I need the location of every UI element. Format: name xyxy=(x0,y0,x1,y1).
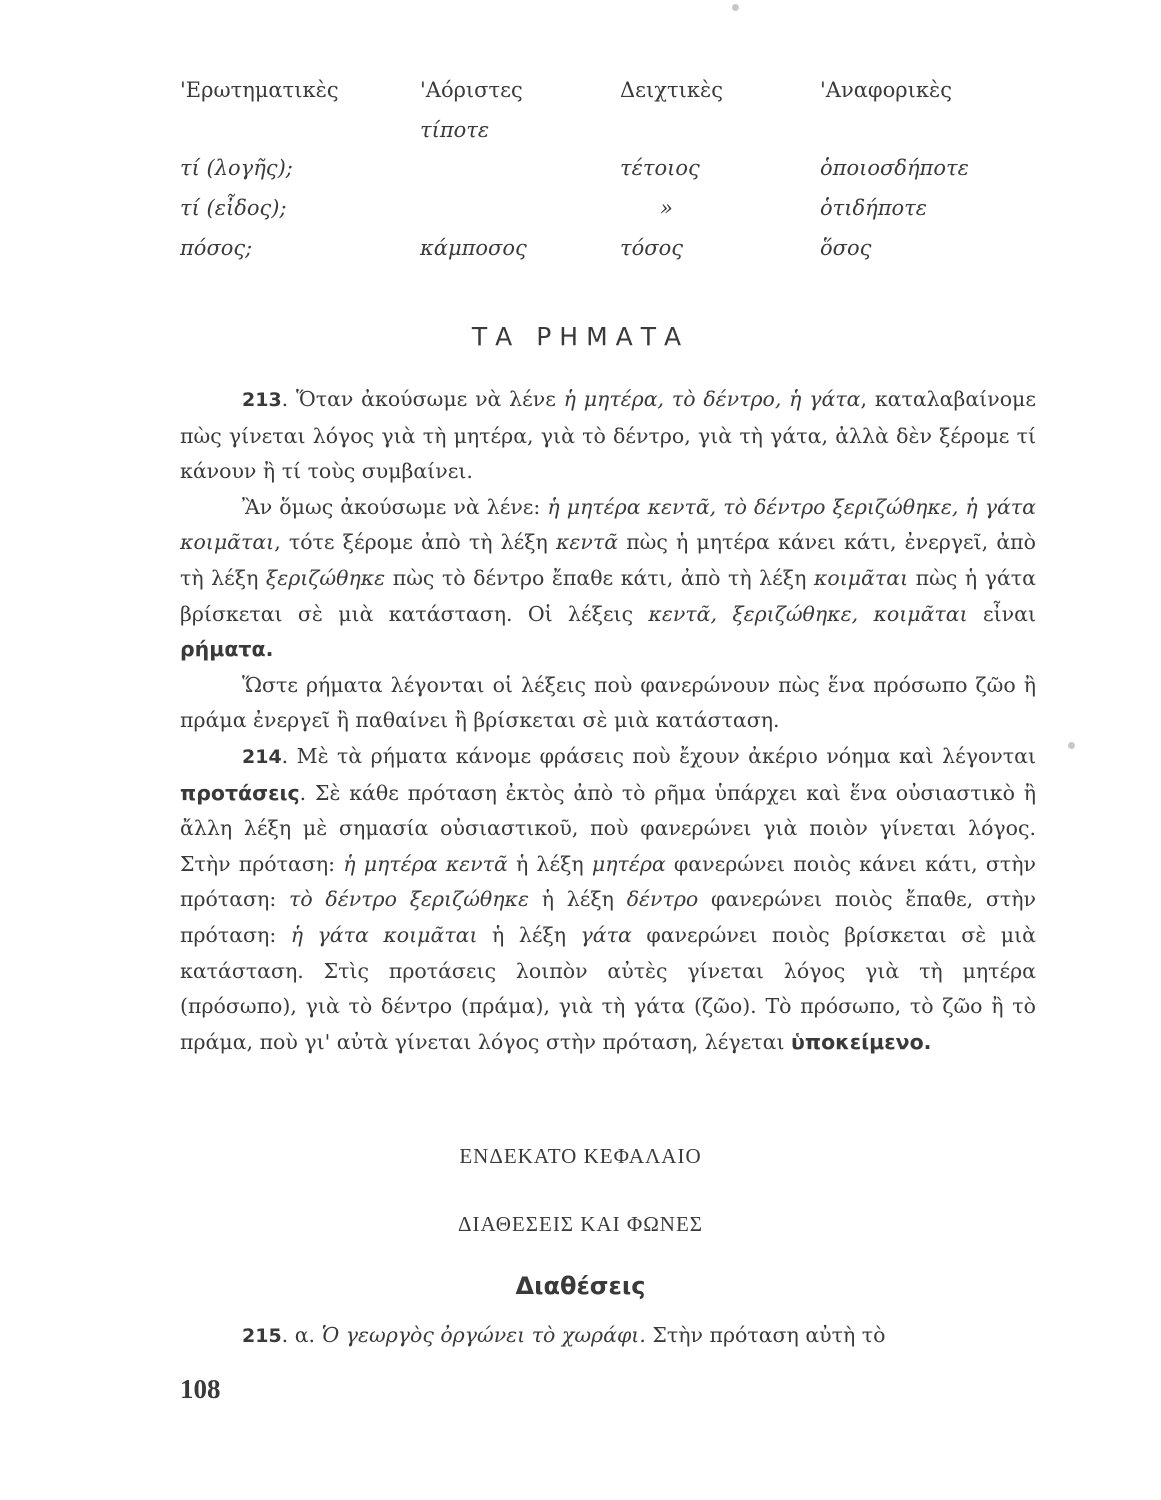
text-run: εἶναι xyxy=(967,601,1036,626)
pronoun-table xyxy=(180,78,980,276)
italic-run: ἡ γάτα κοιμᾶται xyxy=(290,922,478,947)
text-run: , τότε ξέρομε ἀπὸ τὴ λέξη xyxy=(274,530,556,555)
table-cell: τόσος xyxy=(620,236,683,260)
header-interrogative: 'Ερωτηματικὲς xyxy=(180,78,339,102)
paragraph-215 xyxy=(180,1318,1036,1355)
subheader-cell: τίποτε xyxy=(420,118,490,142)
table-cell: ὁποιοσδήποτε xyxy=(820,156,969,180)
text-run: . Σὲ κάθε πρόταση ἐκτὸς ἀπὸ τὸ ρῆμα ὑπάρχει καὶ ἕνα οὐσιαστικὸ ἢ ἄλλη λέξη μὲ σημασία οὐσιαστικοῦ, ποὺ φανερώνει γιὰ ποιὸν γίνεται λόγος. Στὴν πρόταση: xyxy=(180,780,1036,876)
italic-run: ξεριζώθηκε xyxy=(265,565,386,590)
print-speck xyxy=(1068,742,1075,749)
italic-run: ἡ μητέρα κεντᾶ xyxy=(343,851,508,876)
italic-run: δέντρο xyxy=(626,887,699,912)
italic-run: Ὁ γεωργὸς ὀργώνει τὸ χωράφι. xyxy=(321,1323,646,1347)
section-title: Διαθέσεις xyxy=(515,1272,646,1300)
text-run: φανερώνει ποιὸς ἔπαθε, στὴν πρόταση: xyxy=(180,887,1036,947)
text-run: πὼς ἡ μητέρα κάνει κάτι, ἐνεργεῖ, ἀπὸ τὴ λέξη xyxy=(180,530,1036,590)
text-run: ἡ λέξη xyxy=(477,922,581,947)
italic-run: τὸ δέντρο ξεριζώθηκε xyxy=(288,887,529,912)
text-run: . Ὅταν ἀκούσωμε νὰ λένε xyxy=(281,387,564,411)
text-run: , καταλαβαίνομε πὼς γίνεται λόγος γιὰ τὴ μητέρα, γιὰ τὸ δέντρο, γιὰ τὴ γάτα, ἀλλὰ δὲν ξέρομε τί κάνουν ἢ τί τοὺς συμβαίνει. xyxy=(180,387,1036,484)
text-run: ἡ λέξη xyxy=(507,851,592,876)
italic-run: κεντᾶ, ξεριζώθηκε, κοιμᾶται xyxy=(648,601,968,626)
text-run: ἡ λέξη xyxy=(528,887,627,912)
text-run: φανερώνει ποιὸς κάνει κάτι, στὴν πρόταση: xyxy=(180,851,1036,912)
text-run: . Μὲ τὰ ρήματα κάνομε φράσεις ποὺ ἔχουν ἀκέριο νόημα καὶ λέγονται xyxy=(281,743,1036,768)
paragraph-213b xyxy=(180,490,1036,668)
italic-run: κοιμᾶται xyxy=(813,565,909,590)
header-indefinite: 'Αόριστες xyxy=(420,78,523,102)
text-run: Στὴν πρόταση αὐτὴ τὸ xyxy=(645,1323,886,1347)
print-speck xyxy=(732,4,739,11)
table-row xyxy=(180,196,980,236)
chapter-label: ΕΝΔΕΚΑΤΟ ΚΕΦΑΛΑΙΟ xyxy=(459,1144,702,1168)
paragraph-213c: Ὥστε ρήματα λέγονται οἱ λέξεις ποὺ φανερώνουν πὼς ἕνα πρόσωπο ζῶο ἢ πράμα ἐνεργεῖ ἢ παθαίνει ἢ βρίσκεται σὲ μιὰ κατάσταση. xyxy=(180,672,1036,733)
table-subheader-row xyxy=(180,118,980,156)
table-cell: κάμποσος xyxy=(420,236,527,260)
header-demonstrative: Δειχτικὲς xyxy=(620,78,724,102)
table-row xyxy=(180,156,980,196)
italic-run: μητέρα xyxy=(591,851,666,876)
text-run: φανερώνει ποιὸς βρίσκεται σὲ μιὰ κατάσταση. Στὶς προτάσεις λοιπὸν αὐτὲς γίνεται λόγος γιὰ τὴ μητέρα (πρόσωπο), γιὰ τὸ δέντρο (πράμα), γιὰ τὴ γάτα (ζῶο). Τὸ πρόσωπο, τὸ ζῶο ἢ τὸ πράμα, ποὺ γι' αὐτὰ γίνεται λόγος στὴν πρόταση, λέγεται xyxy=(180,922,1036,1054)
paragraph-number: 213 xyxy=(242,389,282,411)
table-cell: » xyxy=(660,196,673,220)
chapter-title: ΔΙΑΘΕΣΕΙΣ ΚΑΙ ΦΩΝΕΣ xyxy=(457,1212,704,1236)
paragraph-number: 215 xyxy=(242,1325,282,1347)
paragraph-213 xyxy=(180,382,1036,490)
page-number: 108 xyxy=(180,1374,221,1404)
italic-run: κεντᾶ xyxy=(555,530,619,555)
header-relative: 'Αναφορικὲς xyxy=(820,78,952,102)
italic-run: ἡ μητέρα, τὸ δέντρο, ἡ γάτα xyxy=(563,387,861,411)
table-cell: ὅσος xyxy=(820,236,872,260)
italic-run: ἡ μητέρα κεντᾶ, τὸ δέντρο ξεριζώθηκε, ἡ γάτα κοιμᾶται xyxy=(180,494,1036,555)
table-header-row xyxy=(180,78,980,118)
section-heading-verbs: ΤΑ ΡΗΜΑΤΑ xyxy=(471,322,690,351)
table-cell: ὁτιδήποτε xyxy=(820,196,928,220)
paragraph-number: 214 xyxy=(242,745,282,768)
text-run: πὼς τὸ δέντρο ἔπαθε κάτι, ἀπὸ τὴ λέξη xyxy=(385,565,814,590)
table-cell: τέτοιος xyxy=(620,156,700,180)
body-text xyxy=(180,382,1036,1060)
text-run: πὼς ἡ γάτα βρίσκεται σὲ μιὰ κατάσταση. Οἱ λέξεις xyxy=(180,565,1036,626)
paragraph-214 xyxy=(180,739,1036,1060)
table-cell: τί (εἶδος); xyxy=(180,196,287,220)
table-cell: τί (λογῆς); xyxy=(180,156,293,180)
bold-term-verbs: ρήματα. xyxy=(180,637,274,662)
table-row xyxy=(180,236,980,276)
italic-run: γάτα xyxy=(580,922,632,947)
body-text-continued xyxy=(180,1318,1036,1355)
table-cell: πόσος; xyxy=(180,236,253,260)
text-run: . α. xyxy=(281,1323,322,1347)
bold-term-sentences: προτάσεις xyxy=(180,780,300,805)
text-run: Ἂν ὅμως ἀκούσωμε νὰ λένε: xyxy=(242,494,548,519)
bold-term-subject: ὑποκείμενο. xyxy=(791,1029,932,1054)
